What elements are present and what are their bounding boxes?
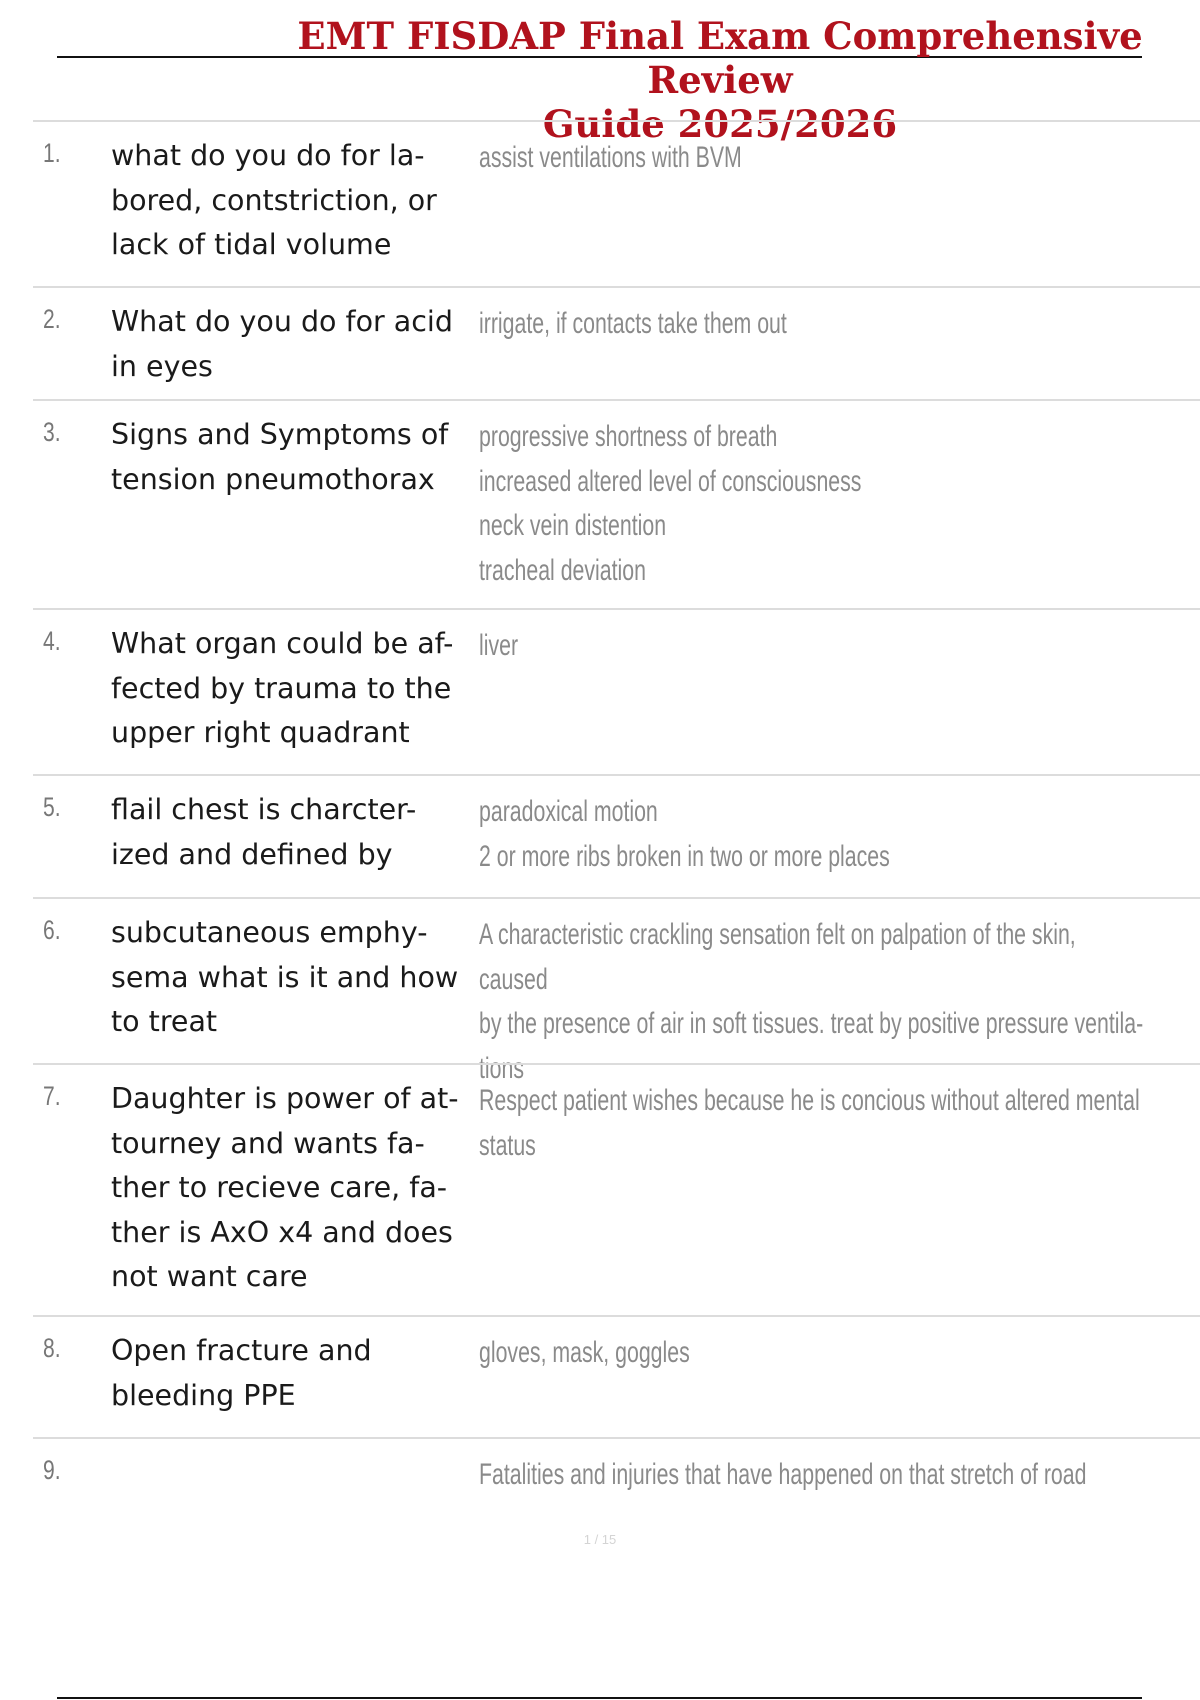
- card-definition: [479, 1453, 1146, 1498]
- definition-line: tracheal deviation: [479, 553, 646, 587]
- definition-line: gloves, mask, goggles: [479, 1336, 690, 1369]
- title-line-1: EMT FISDAP Final Exam Comprehensive Review: [297, 14, 1143, 102]
- card-number: 1.: [43, 138, 61, 168]
- card-number: 4.: [43, 626, 61, 656]
- card-term: what do you do for la- bored, contstriction, or lack of tidal volume: [111, 139, 437, 261]
- card-number: 3.: [43, 417, 61, 447]
- definition-line: progressive shortness of breath: [479, 420, 778, 453]
- flashcard-row: [33, 120, 1200, 286]
- definition-line: Fatalities and injuries that have happened on that stretch of road: [479, 1458, 1087, 1491]
- footer-rule: [57, 1697, 1142, 1699]
- card-term: What do you do for acid in eyes: [111, 305, 453, 383]
- flashcard-row: [33, 774, 1200, 897]
- card-term: Open fracture and bleeding PPE: [111, 1334, 372, 1412]
- card-definition: [479, 1079, 1146, 1168]
- definition-line: by the presence of air in soft tissues. treat by positive pressure ventila-: [479, 1007, 1144, 1040]
- definition-line: liver: [479, 629, 519, 662]
- card-number: 2.: [43, 304, 61, 334]
- card-definition: [479, 1331, 1146, 1376]
- card-definition: [479, 624, 1146, 669]
- definition-line: assist ventilations with BVM: [479, 141, 742, 174]
- card-number: 8.: [43, 1333, 61, 1363]
- definition-line: A characteristic crackling sensation felt on palpation of the skin, caused: [479, 918, 1076, 996]
- definition-line: neck vein distention: [479, 509, 667, 542]
- flashcard-row: [33, 1063, 1200, 1315]
- card-number: 6.: [43, 915, 61, 945]
- definition-line: 2 or more ribs broken in two or more places: [479, 839, 890, 873]
- card-number: 9.: [43, 1455, 61, 1485]
- flashcard-row: [33, 399, 1200, 608]
- card-number: 7.: [43, 1081, 61, 1111]
- flashcard-row: [33, 286, 1200, 399]
- card-term: Daughter is power of at- tourney and wants fa- ther to recieve care, fa- ther is AxO x4 and does not want care: [111, 1082, 459, 1293]
- flashcard-row: [33, 897, 1200, 1085]
- card-term: subcutaneous emphy- sema what is it and how to treat: [111, 916, 459, 1038]
- definition-line: paradoxical motion: [479, 795, 658, 828]
- card-term: Signs and Symptoms of tension pneumothorax: [111, 418, 449, 496]
- flashcard-list: [33, 120, 1200, 1569]
- definition-line: irrigate, if contacts take them out: [479, 307, 787, 340]
- card-number: 5.: [43, 792, 61, 822]
- page-number: 1 / 15: [583, 1532, 617, 1547]
- title-line-2: Guide 2025/2026: [542, 102, 898, 146]
- flashcard-row: [33, 1315, 1200, 1437]
- definition-line: Respect patient wishes because he is concious without altered mental: [479, 1084, 1140, 1117]
- flashcard-row: [33, 1437, 1200, 1569]
- card-term: What organ could be af- fected by trauma to the upper right quadrant: [111, 627, 454, 749]
- definition-line: increased altered level of consciousness: [479, 464, 862, 498]
- card-definition: [479, 136, 1146, 181]
- card-definition: [479, 415, 1146, 593]
- flashcard-row: [33, 608, 1200, 774]
- definition-line: tions: [479, 1051, 524, 1085]
- card-definition: [479, 302, 1146, 347]
- definition-line: status: [479, 1128, 536, 1162]
- card-term: flail chest is charcter- ized and defined by: [111, 793, 417, 871]
- card-definition: [479, 790, 1146, 879]
